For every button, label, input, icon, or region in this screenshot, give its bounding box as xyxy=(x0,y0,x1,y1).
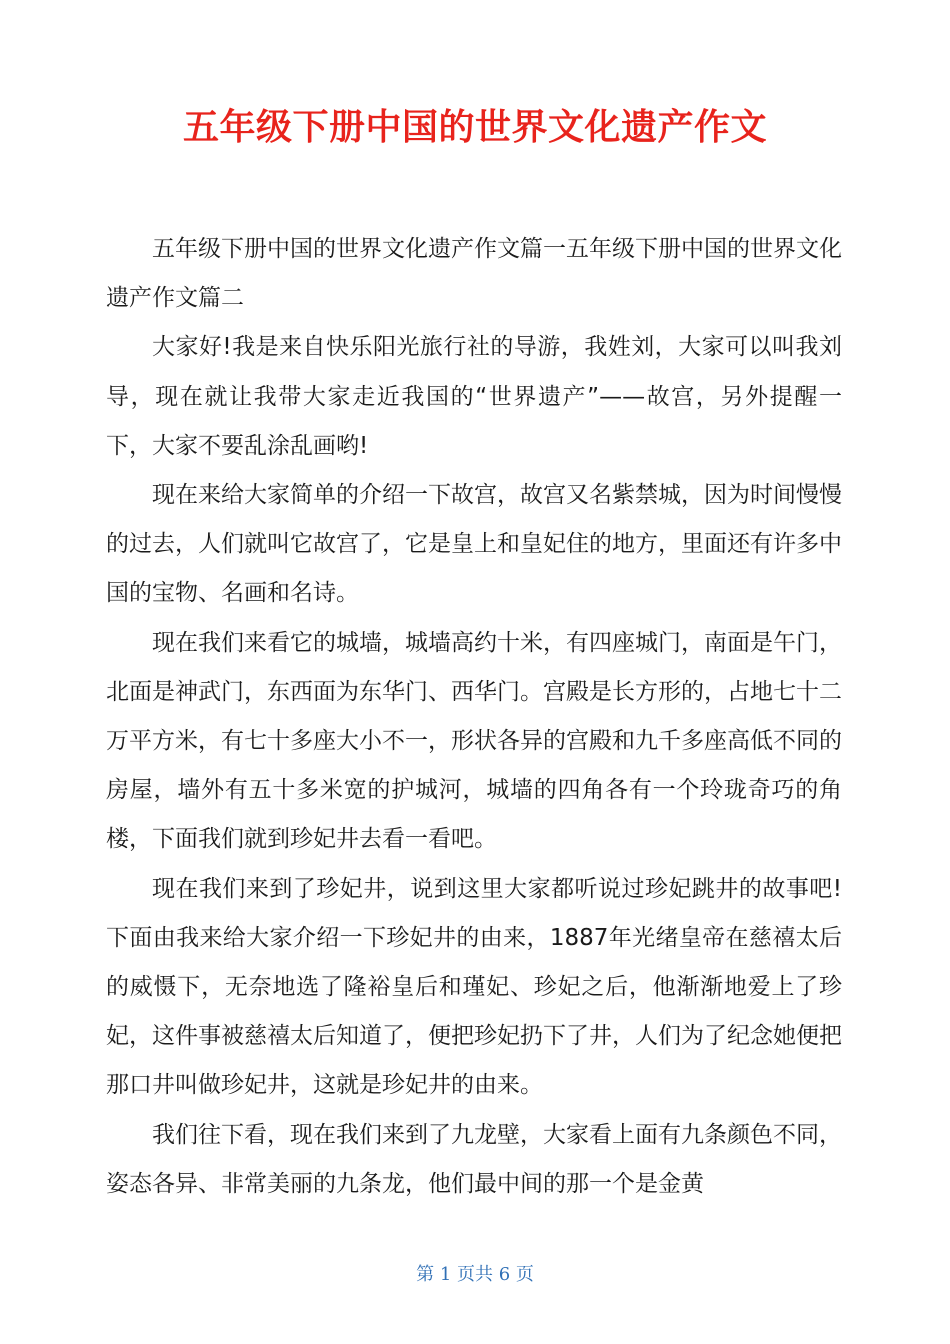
paragraph-2: 大家好!我是来自快乐阳光旅行社的导游，我姓刘，大家可以叫我刘导，现在就让我带大家走近我国的“世界遗产”——故宫，另外提醒一下，大家不要乱涂乱画哟! xyxy=(106,334,842,459)
paragraph-4: 现在我们来看它的城墙，城墙高约十米，有四座城门，南面是午门，北面是神武门，东西面为东华门、西华门。宫殿是长方形的，占地七十二万平方米，有七十多座大小不一，形状各异的宫殿和九千多座高低不同的房屋，墙外有五十多米宽的护城河，城墙的四角各有一个玲珑奇巧的角楼，下面我们就到珍妃井去看一看吧。 xyxy=(106,629,842,853)
document-title: 五年级下册中国的世界文化遗产作文 xyxy=(182,107,767,148)
paragraph-1: 五年级下册中国的世界文化遗产作文篇一五年级下册中国的世界文化遗产作文篇二 xyxy=(106,236,842,312)
document-body xyxy=(106,225,842,1209)
paragraph-5: 现在我们来到了珍妃井，说到这里大家都听说过珍妃跳井的故事吧!下面由我来给大家介绍一下珍妃井的由来，1887年光绪皇帝在慈禧太后的威慑下，无奈地选了隆裕皇后和瑾妃、珍妃之后，他渐渐地爱上了珍妃，这件事被慈禧太后知道了，便把珍妃扔下了井，人们为了纪念她便把那口井叫做珍妃井，这就是珍妃井的由来。 xyxy=(106,875,842,1099)
paragraph-3: 现在来给大家简单的介绍一下故宫，故宫又名紫禁城，因为时间慢慢的过去，人们就叫它故宫了，它是皇上和皇妃住的地方，里面还有许多中国的宝物、名画和名诗。 xyxy=(106,482,842,607)
paragraph-6: 我们往下看，现在我们来到了九龙壁，大家看上面有九条颜色不同，姿态各异、非常美丽的九条龙，他们最中间的那一个是金黄 xyxy=(106,1121,842,1197)
page-number-footer: 第 1 页共 6 页 xyxy=(416,1264,534,1285)
